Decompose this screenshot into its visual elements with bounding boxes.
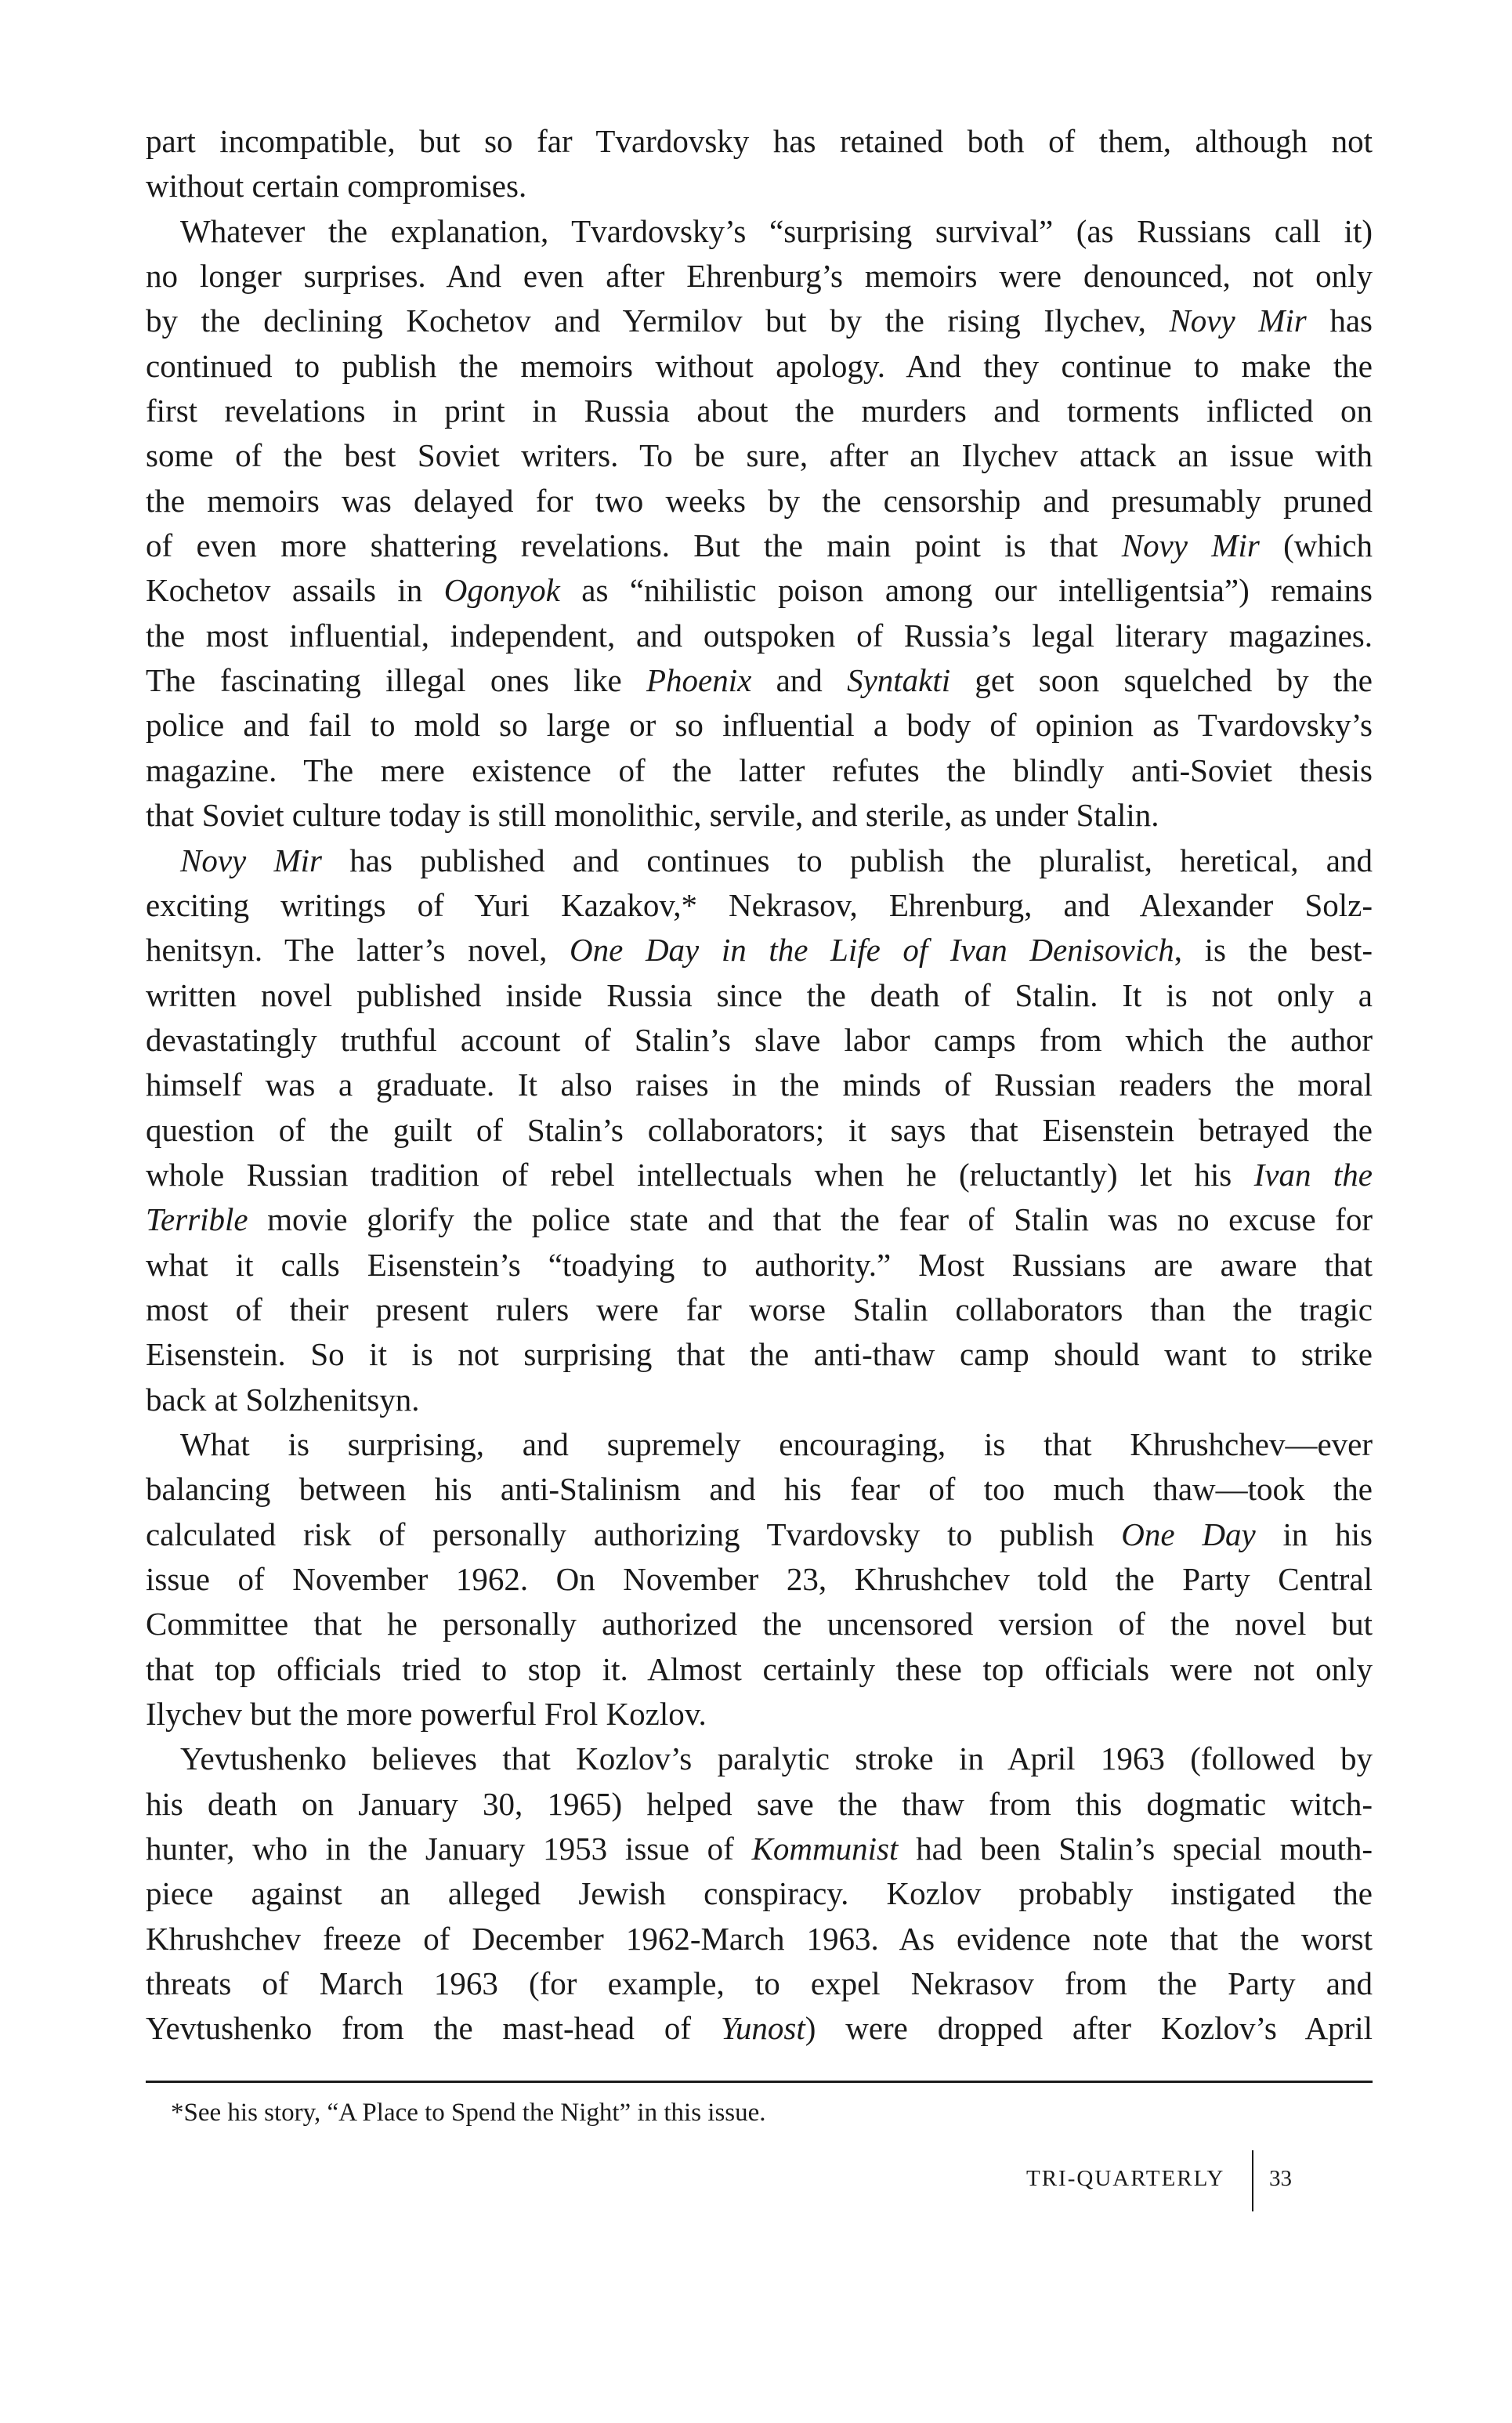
text-segment: henitsyn. The latter’s novel, xyxy=(146,932,570,969)
text-segment: part incompatible, but so far Tvardovsky has retained both of them, although not xyxy=(146,123,1373,159)
text-line xyxy=(146,1557,1373,1602)
text-line xyxy=(146,1602,1373,1646)
text-segment: Kochetov assails in xyxy=(146,572,444,609)
text-segment: hunter, who in the January 1953 issue of xyxy=(146,1831,752,1867)
text-line xyxy=(146,1063,1373,1107)
text-segment: the memoirs was delayed for two weeks by the censorship and presumably pruned xyxy=(146,482,1373,519)
text-segment: Yevtushenko from the mast-head of xyxy=(146,2010,721,2047)
text-segment: get soon squelched by the xyxy=(950,662,1373,699)
text-segment: What is surprising, and supremely encouraging, is that Khrushchev—ever xyxy=(180,1425,1373,1462)
text-line xyxy=(146,793,1373,838)
text-segment: Eisenstein. So it is not surprising that the anti-thaw camp should want to strike xyxy=(146,1336,1373,1373)
text-line xyxy=(146,1737,1373,1781)
footnote-divider xyxy=(146,2081,1373,2083)
text-line xyxy=(146,1917,1373,1961)
text-line xyxy=(146,164,1373,208)
text-segment: that Soviet culture today is still monolithic, servile, and sterile, as under Stalin. xyxy=(146,797,1159,834)
text-line xyxy=(146,209,1373,254)
text-segment: the most influential, independent, and outspoken of Russia’s legal literary magazines. xyxy=(146,617,1373,654)
text-line xyxy=(146,838,1373,883)
text-line xyxy=(146,658,1373,703)
text-segment: no longer surprises. And even after Ehrenburg’s memoirs were denounced, not only xyxy=(146,258,1373,295)
text-segment: of even more shattering revelations. But the main point is that xyxy=(146,527,1122,564)
text-line xyxy=(146,1378,1373,1422)
text-segment: himself was a graduate. It also raises in the minds of Russian readers the moral xyxy=(146,1067,1373,1103)
text-segment: had been Stalin’s special mouth- xyxy=(898,1831,1373,1867)
text-line xyxy=(146,1197,1373,1242)
text-segment: calculated risk of personally authorizing Tvardovsky to publish xyxy=(146,1516,1122,1552)
text-segment: piece against an alleged Jewish conspiracy. Kozlov probably instigated the xyxy=(146,1875,1373,1912)
text-line xyxy=(146,119,1373,164)
text-segment: some of the best Soviet writers. To be sure, after an Ilychev attack an issue with xyxy=(146,437,1373,474)
text-segment: has published and continues to publish the pluralist, heretical, and xyxy=(322,842,1373,878)
text-segment: most of their present rulers were far worse Stalin collaborators than the tragic xyxy=(146,1291,1373,1327)
body-text xyxy=(146,119,1373,2052)
italic-title: Novy Mir xyxy=(180,842,323,878)
text-segment: Khrushchev freeze of December 1962-March 1963. As evidence note that the worst xyxy=(146,1920,1373,1957)
text-line xyxy=(146,433,1373,478)
text-segment: what it calls Eisenstein’s “toadying to authority.” Most Russians are aware that xyxy=(146,1246,1373,1283)
text-segment: police and fail to mold so large or so influential a body of opinion as Tvardovsky’s xyxy=(146,707,1373,744)
text-segment: that top officials tried to stop it. Almost certainly these top officials were not only xyxy=(146,1650,1373,1687)
text-segment: threats of March 1963 (for example, to expel Nekrasov from the Party and xyxy=(146,1965,1373,2002)
text-line xyxy=(146,1153,1373,1197)
text-segment: Yevtushenko believes that Kozlov’s paralytic stroke in April 1963 (followed by xyxy=(180,1740,1373,1777)
text-line xyxy=(146,299,1373,343)
text-line xyxy=(146,1422,1373,1467)
text-line xyxy=(146,1512,1373,1557)
text-segment: back at Solzhenitsyn. xyxy=(146,1381,420,1418)
italic-title: Syntakti xyxy=(847,662,951,699)
text-line xyxy=(146,1961,1373,2006)
text-line xyxy=(146,1108,1373,1153)
italic-title: Yunost xyxy=(720,2010,805,2047)
text-line xyxy=(146,703,1373,748)
text-line xyxy=(146,973,1373,1018)
text-segment: ) were dropped after Kozlov’s April xyxy=(805,2010,1373,2047)
text-line xyxy=(146,523,1373,568)
text-line xyxy=(146,748,1373,793)
footer-divider xyxy=(1252,2150,1253,2211)
text-segment: and xyxy=(751,662,848,699)
text-line xyxy=(146,1243,1373,1288)
italic-title: Ivan the xyxy=(1253,1156,1373,1193)
text-line xyxy=(146,928,1373,972)
text-segment: whole Russian tradition of rebel intellectuals when he (reluctantly) let his xyxy=(146,1156,1254,1193)
text-segment: has xyxy=(1306,302,1373,339)
text-line xyxy=(146,479,1373,523)
text-segment: first revelations in print in Russia about the murders and torments inflicted on xyxy=(146,393,1373,429)
italic-title: Novy Mir xyxy=(1169,302,1307,339)
text-segment: in his xyxy=(1255,1516,1373,1552)
text-segment: issue of November 1962. On November 23, Khrushchev told the Party Central xyxy=(146,1561,1373,1597)
italic-title: Phoenix xyxy=(646,662,752,699)
text-segment: The fascinating illegal ones like xyxy=(146,662,646,699)
italic-title: Kommunist xyxy=(751,1831,899,1867)
text-segment: devastatingly truthful account of Stalin’s slave labor camps from which the author xyxy=(146,1021,1373,1058)
text-line xyxy=(146,1018,1373,1063)
footnote: *See his story, “A Place to Spend the Night” in this issue. xyxy=(171,2099,766,2127)
journal-name: TRI-QUARTERLY xyxy=(1026,2166,1225,2191)
text-segment: (which xyxy=(1259,527,1373,564)
italic-title: Novy Mir xyxy=(1121,527,1260,564)
text-line xyxy=(146,1332,1373,1377)
text-segment: balancing between his anti-Stalinism and his fear of too much thaw—took the xyxy=(146,1471,1373,1508)
page-number: 33 xyxy=(1269,2166,1292,2191)
italic-title: Ogonyok xyxy=(443,572,560,609)
text-line xyxy=(146,1467,1373,1512)
text-line xyxy=(146,389,1373,433)
text-segment: as “nihilistic poison among our intelligentsia”) remains xyxy=(559,572,1373,609)
text-segment: exciting writings of Yuri Kazakov,* Nekrasov, Ehrenburg, and Alexander Solz- xyxy=(146,886,1373,923)
text-line xyxy=(146,2006,1373,2051)
text-segment: movie glorify the police state and that the fear of Stalin was no excuse for xyxy=(248,1201,1373,1238)
italic-title: Terrible xyxy=(146,1201,248,1238)
text-segment: Ilychev but the more powerful Frol Kozlov. xyxy=(146,1696,707,1733)
text-line xyxy=(146,1647,1373,1692)
text-line xyxy=(146,1827,1373,1871)
text-line xyxy=(146,254,1373,299)
italic-title: One Day xyxy=(1121,1516,1256,1552)
text-segment: , is the best- xyxy=(1174,932,1373,969)
text-line xyxy=(146,344,1373,389)
text-line xyxy=(146,1782,1373,1827)
text-segment: his death on January 30, 1965) helped save the thaw from this dogmatic witch- xyxy=(146,1785,1373,1822)
text-segment: Committee that he personally authorized the uncensored version of the novel but xyxy=(146,1606,1373,1642)
text-line xyxy=(146,1288,1373,1332)
text-segment: by the declining Kochetov and Yermilov but by the rising Ilychev, xyxy=(146,302,1170,339)
text-segment: magazine. The mere existence of the latter refutes the blindly anti-Soviet thesis xyxy=(146,752,1373,788)
text-segment: continued to publish the memoirs without apology. And they continue to make the xyxy=(146,347,1373,384)
italic-title: One Day in the Life of Ivan Denisovich xyxy=(570,932,1174,969)
text-line xyxy=(146,883,1373,928)
text-segment: without certain compromises. xyxy=(146,168,527,205)
text-line xyxy=(146,614,1373,658)
text-segment: written novel published inside Russia since the death of Stalin. It is not only a xyxy=(146,976,1373,1013)
text-segment: question of the guilt of Stalin’s collaborators; it says that Eisenstein betrayed the xyxy=(146,1111,1373,1148)
text-segment: Whatever the explanation, Tvardovsky’s “surprising survival” (as Russians call it) xyxy=(180,212,1373,249)
text-line xyxy=(146,568,1373,613)
text-line xyxy=(146,1692,1373,1737)
text-line xyxy=(146,1871,1373,1916)
